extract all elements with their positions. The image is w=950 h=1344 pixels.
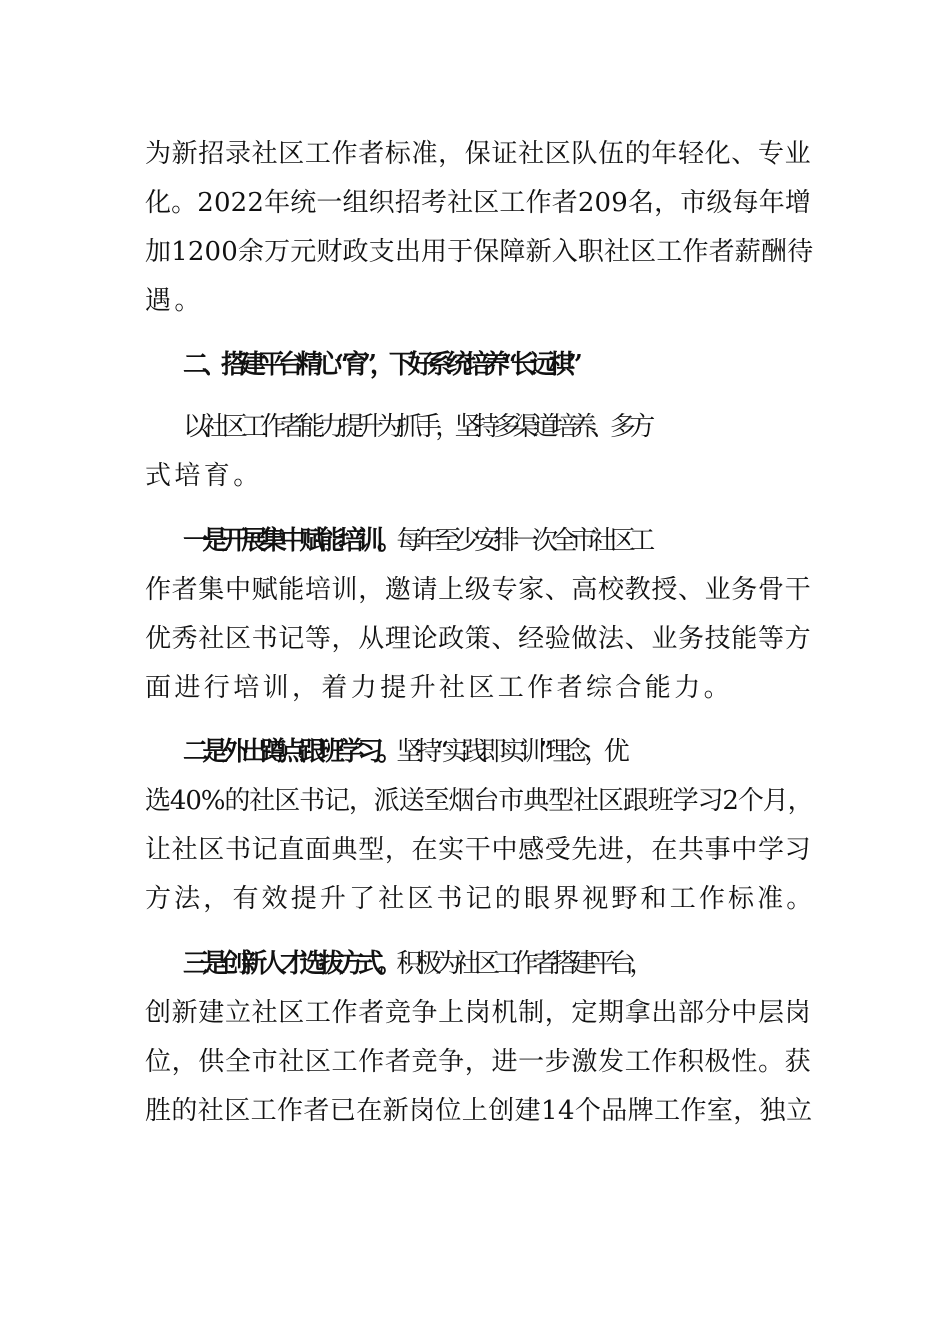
- item1-line-2: 作者集中赋能培训，邀请上级专家、高校教授、业务骨干: [145, 575, 812, 605]
- item2-line-3: 让社区书记直面典型，在实干中感受先进，在共事中学习: [145, 835, 812, 865]
- intro-line-4: 遇。: [145, 286, 204, 316]
- item1-lead: 一是开展集中赋能培训。: [183, 526, 397, 556]
- item1-first-line-text: 每年至少安排一次全市社区工: [396, 526, 649, 556]
- intro-line-3: 加1200余万元财政支出用于保障新入职社区工作者薪酬待: [145, 237, 814, 267]
- item2-first-line: [183, 732, 853, 772]
- item3-first-line: [183, 944, 853, 984]
- item1-line-3: 优秀社区书记等，从理论政策、经验做法、业务技能等方: [145, 624, 812, 654]
- item1-line-4: 面进行培训，着力提升社区工作者综合能力。: [145, 673, 734, 703]
- item3-line-2: 创新建立社区工作者竞争上岗机制，定期拿出部分中层岗: [145, 998, 812, 1028]
- intro-line-2: 化。2022年统一组织招考社区工作者209名，市级每年增: [145, 188, 811, 218]
- item3-lead: 三是创新人才选拔方式。: [183, 949, 397, 979]
- item2-first-line-text: 坚持“实践即实训”理念，优: [396, 737, 624, 767]
- item2-line-4: 方法，有效提升了社区书记的眼界视野和工作标准。: [145, 884, 816, 914]
- item3-line-3: 位，供全市社区工作者竞争，进一步激发工作积极性。获: [145, 1047, 812, 1077]
- intro-line-1: 为新招录社区工作者标准，保证社区队伍的年轻化、专业: [145, 139, 812, 169]
- section-intro-line-1: 以社区工作者能力提升为抓手，坚持多渠道培养、多方: [183, 412, 649, 442]
- item2-lead: 二是外出蹲点跟班学习。: [183, 737, 397, 767]
- item2-line-2: 选40%的社区书记，派送至烟台市典型社区跟班学习2个月，: [145, 786, 813, 816]
- item3-first-line-text: 积极为社区工作者搭建平台，: [396, 949, 649, 979]
- item1-first-line: [183, 521, 853, 561]
- item3-line-4: 胜的社区工作者已在新岗位上创建14个品牌工作室，独立: [145, 1096, 813, 1126]
- section-heading: 二、搭建平台精心“育”，下好系统培养“长远棋”: [183, 350, 576, 380]
- section-intro-line-2: 式培育。: [145, 461, 263, 491]
